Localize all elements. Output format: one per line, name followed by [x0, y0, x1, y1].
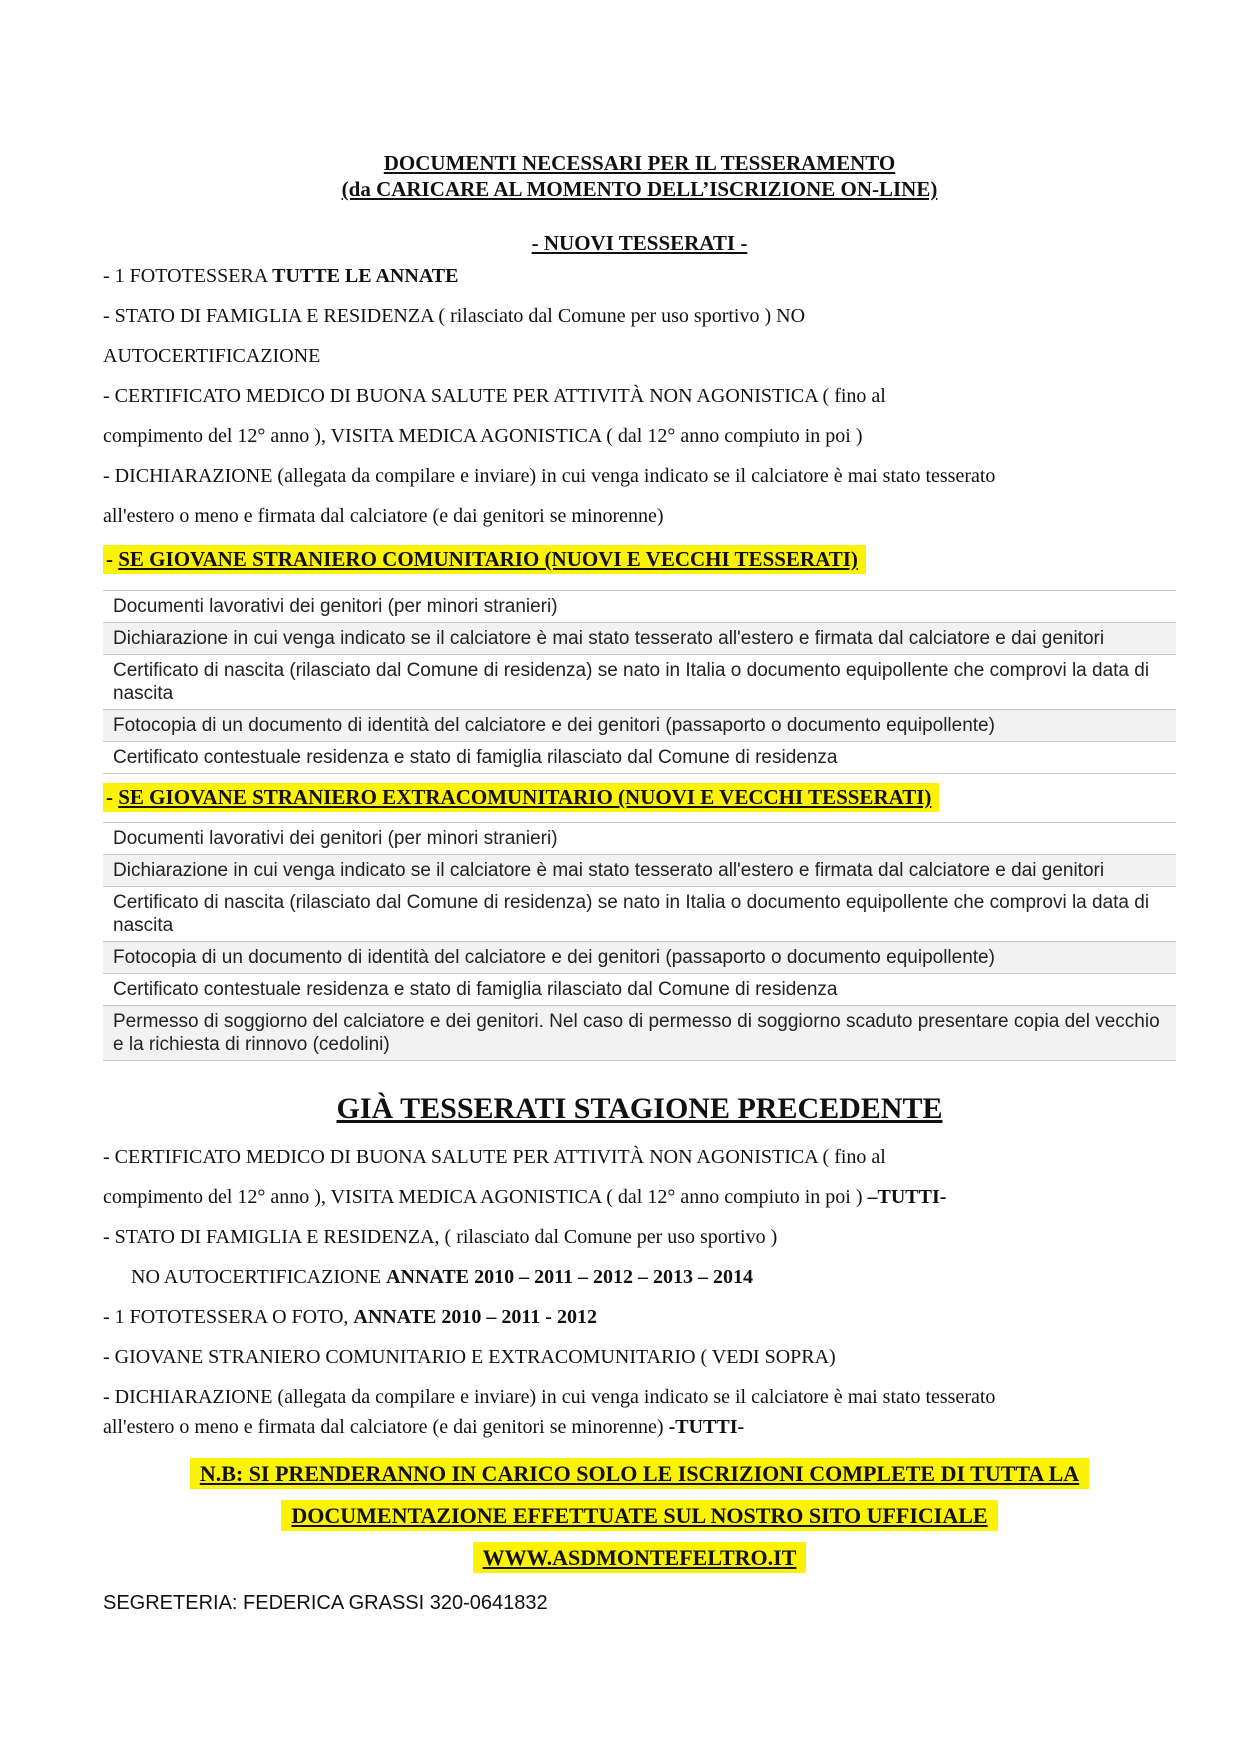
table-row: Dichiarazione in cui venga indicato se il calciatore è mai stato tesserato all'estero e firmata dal calciatore e dai genitori	[103, 855, 1176, 887]
table-row: Certificato di nascita (rilasciato dal Comune di residenza) se nato in Italia o documento equipollente che comprovi la data di nascita	[103, 887, 1176, 942]
table-row: Dichiarazione in cui venga indicato se il calciatore è mai stato tesserato all'estero e firmata dal calciatore e dai genitori	[103, 623, 1176, 655]
highlighted-heading: - SE GIOVANE STRANIERO EXTRACOMUNITARIO (NUOVI E VECCHI TESSERATI)	[103, 783, 939, 812]
table-row: Certificato di nascita (rilasciato dal Comune di residenza) se nato in Italia o documento equipollente che comprovi la data di nascita	[103, 655, 1176, 710]
table-row: Fotocopia di un documento di identità del calciatore e dei genitori (passaporto o documento equipollente)	[103, 942, 1176, 974]
document-line: all'estero o meno e firmata dal calciatore (e dai genitori se minorenne) -TUTTI-	[103, 1416, 745, 1438]
website-line	[103, 1543, 1176, 1573]
document-title	[103, 150, 1176, 202]
table-row: Permesso di soggiorno del calciatore e dei genitori. Nel caso di permesso di soggiorno scaduto presentare copia del vecchio e la richiesta di rinnovo (cedolini)	[103, 1006, 1176, 1060]
table-row: Fotocopia di un documento di identità del calciatore e dei genitori (passaporto o documento equipollente)	[103, 710, 1176, 742]
document-line: - STATO DI FAMIGLIA E RESIDENZA ( rilasciato dal Comune per uso sportivo ) NO	[103, 305, 806, 327]
document-line: AUTOCERTIFICAZIONE	[103, 345, 321, 367]
highlighted-heading: - SE GIOVANE STRANIERO COMUNITARIO (NUOVI E VECCHI TESSERATI)	[103, 545, 866, 574]
gia-tesserati-list	[103, 1145, 1176, 1439]
document-line: - STATO DI FAMIGLIA E RESIDENZA, ( rilasciato dal Comune per uso sportivo )	[103, 1226, 778, 1248]
document-line: - DICHIARAZIONE (allegata da compilare e inviare) in cui venga indicato se il calciatore è mai stato tesserato	[103, 1386, 996, 1408]
notice-block	[103, 1459, 1176, 1573]
table-row: Documenti lavorativi dei genitori (per minori stranieri)	[103, 823, 1176, 855]
document-line: all'estero o meno e firmata dal calciatore (e dai genitori se minorenne)	[103, 505, 664, 527]
document-line: compimento del 12° anno ), VISITA MEDICA AGONISTICA ( dal 12° anno compiuto in poi )	[103, 425, 863, 447]
table-row: Certificato contestuale residenza e stato di famiglia rilasciato dal Comune di residenza	[103, 974, 1176, 1006]
table-row: Documenti lavorativi dei genitori (per minori stranieri)	[103, 591, 1176, 623]
document-line: - 1 FOTOTESSERA TUTTE LE ANNATE	[103, 265, 459, 287]
bullet-dash: -	[106, 547, 119, 571]
section-heading-extracomunitario	[103, 782, 1176, 812]
document-line: - GIOVANE STRANIERO COMUNITARIO E EXTRACOMUNITARIO ( VEDI SOPRA)	[103, 1346, 836, 1368]
secretary-contact: SEGRETERIA: FEDERICA GRASSI 320-0641832	[103, 1592, 548, 1614]
notice-line-1: N.B: SI PRENDERANNO IN CARICO SOLO LE ISCRIZIONI COMPLETE DI TUTTA LA	[103, 1459, 1176, 1489]
document-line: - 1 FOTOTESSERA O FOTO, ANNATE 2010 – 2011 - 2012	[103, 1306, 597, 1328]
website-link[interactable]: WWW.ASDMONTEFELTRO.IT	[473, 1542, 807, 1573]
title-line-2: (da CARICARE AL MOMENTO DELL’ISCRIZIONE ON-LINE)	[341, 177, 938, 201]
section-heading-nuovi-tesserati: - NUOVI TESSERATI -	[531, 231, 748, 255]
document-line: NO AUTOCERTIFICAZIONE ANNATE 2010 – 2011 – 2012 – 2013 – 2014	[131, 1266, 753, 1288]
section-heading-comunitario	[103, 544, 1176, 574]
section-heading-gia-tesserati: GIÀ TESSERATI STAGIONE PRECEDENTE	[336, 1092, 943, 1125]
table-row: Certificato contestuale residenza e stato di famiglia rilasciato dal Comune di residenza	[113, 747, 838, 768]
document-line: compimento del 12° anno ), VISITA MEDICA AGONISTICA ( dal 12° anno compiuto in poi ) –TUTTI-	[103, 1186, 947, 1208]
notice-line-2: DOCUMENTAZIONE EFFETTUATE SUL NOSTRO SITO UFFICIALE	[103, 1501, 1176, 1531]
document-line: - CERTIFICATO MEDICO DI BUONA SALUTE PER ATTIVITÀ NON AGONISTICA ( fino al	[103, 385, 886, 407]
table-comunitario	[103, 590, 1176, 774]
table-extracomunitario	[103, 822, 1176, 1061]
title-line-1: DOCUMENTI NECESSARI PER IL TESSERAMENTO	[383, 151, 896, 175]
bullet-dash: -	[106, 785, 119, 809]
document-line: - CERTIFICATO MEDICO DI BUONA SALUTE PER ATTIVITÀ NON AGONISTICA ( fino al	[103, 1146, 886, 1168]
document-line: - DICHIARAZIONE (allegata da compilare e inviare) in cui venga indicato se il calciatore è mai stato tesserato	[103, 465, 996, 487]
nuovi-tesserati-list	[103, 264, 1176, 528]
